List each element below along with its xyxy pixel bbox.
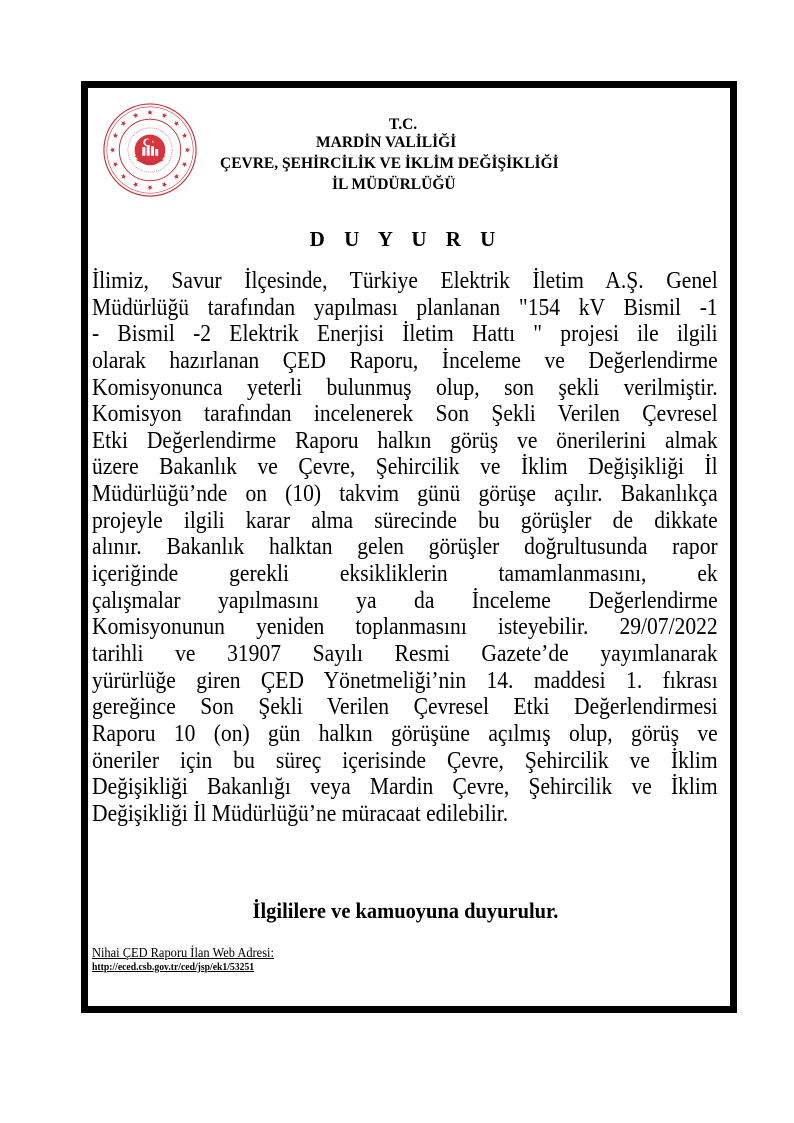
body-line	[92, 375, 718, 402]
closing-statement	[92, 898, 718, 924]
seal-star	[121, 121, 126, 126]
body-line	[92, 534, 718, 561]
body-line	[92, 295, 718, 322]
seal-star	[133, 113, 138, 118]
body-line-text: İlimiz, Savur İlçesinde, Türkiye Elektrik İletim A.Ş. Genel	[92, 268, 718, 294]
body-line-text: Raporu 10 (on) gün halkın görüşüne açılmış olup, görüş ve	[92, 720, 718, 747]
ministry-seal-icon	[102, 102, 198, 198]
body-line-text: Etki Değerlendirme Raporu halkın görüş ve önerilerini almak	[92, 427, 718, 454]
body-line-text: içeriğinde gerekli eksikliklerin tamamlanmasını, ek	[92, 561, 718, 588]
seal-star	[182, 162, 187, 167]
seal-star	[110, 147, 115, 152]
seal-star	[182, 133, 187, 138]
body-line	[92, 694, 718, 721]
seal-star	[113, 133, 118, 138]
body-line-text: üzere Bakanlık ve Çevre, Şehircilik ve İklim Değişikliği İl	[92, 454, 718, 481]
body-line	[92, 641, 718, 668]
header-tc: T.C.	[389, 116, 418, 133]
closing-text: İlgililere ve kamuoyuna duyurulur.	[252, 898, 558, 923]
body-line	[92, 801, 718, 828]
body-line-text: alınır. Bakanlık halktan gelen görüşler doğrultusunda rapor	[92, 534, 718, 561]
body-line	[92, 774, 718, 801]
seal-star	[185, 147, 190, 152]
seal-star	[147, 185, 152, 190]
seal-star	[121, 174, 126, 179]
body-line	[92, 321, 718, 348]
body-line-text: Değişikliği İl Müdürlüğü’ne müracaat edilebilir.	[92, 800, 509, 827]
body-line-text: projeyle ilgili karar alma sürecinde bu görüşler de dikkate	[92, 507, 718, 534]
body-line	[92, 401, 718, 428]
body-line	[92, 748, 718, 775]
body-line-text: gereğince Son Şekli Verilen Çevresel Etki Değerlendirmesi	[92, 694, 718, 721]
body-line-text: çalışmalar yapılmasını ya da İnceleme Değerlendirme	[92, 587, 718, 614]
header-department: ÇEVRE, ŞEHİRCİLİK VE İKLİM DEĞİŞİKLİĞİ	[220, 155, 559, 172]
seal-star	[162, 182, 167, 187]
body-line-text: Değişikliği Bakanlığı veya Mardin Çevre, Şehircilik ve İklim	[92, 774, 718, 801]
body-line	[92, 481, 718, 508]
body-line-text: Komisyonunun yeniden toplanmasını isteyebilir. 29/07/2022	[92, 614, 718, 641]
body-line-text: Müdürlüğü’nde on (10) takvim günü görüşe açılır. Bakanlıkça	[92, 481, 718, 508]
body-line-text: - Bismil -2 Elektrik Enerjisi İletim Hattı " projesi ile ilgili	[92, 321, 718, 348]
body-line	[92, 614, 718, 641]
header-directorate: İL MÜDÜRLÜĞÜ	[332, 176, 456, 193]
seal-star	[113, 162, 118, 167]
body-line	[92, 721, 718, 748]
body-line-text: yürürlüğe giren ÇED Yönetmeliği’nin 14. maddesi 1. fıkrası	[92, 667, 718, 694]
body-line-text: Komisyon tarafından incelenerek Son Şekli Verilen Çevresel	[92, 401, 718, 428]
seal-star	[174, 121, 179, 126]
page-title: D U Y U R U	[309, 227, 503, 251]
seal-star	[174, 174, 179, 179]
body-line	[92, 348, 718, 375]
announcement-body	[92, 268, 718, 827]
body-line	[92, 268, 718, 295]
body-line	[92, 454, 718, 481]
body-line-text: öneriler için bu süreç içerisinde Çevre, Şehircilik ve İklim	[92, 747, 718, 774]
body-line	[92, 428, 718, 455]
seal-star	[147, 110, 152, 115]
body-line	[92, 561, 718, 588]
seal-star	[133, 182, 138, 187]
header-governorship: MARDİN VALİLİĞİ	[316, 134, 457, 151]
body-line-text: Komisyonunca yeterli bulunmuş olup, son şekli verilmiştir.	[92, 374, 718, 401]
web-address-label: Nihai ÇED Raporu İlan Web Adresi:	[92, 945, 274, 960]
seal-star	[162, 113, 167, 118]
body-line	[92, 668, 718, 695]
body-line-text: tarihli ve 31907 Sayılı Resmi Gazete’de yayımlanarak	[92, 640, 718, 667]
web-address-link[interactable]: http://eced.csb.gov.tr/ced/jsp/ek1/53251	[92, 961, 255, 973]
body-line-text: Müdürlüğü tarafından yapılması planlanan "154 kV Bismil -1	[92, 294, 718, 321]
body-line	[92, 588, 718, 615]
body-line	[92, 508, 718, 535]
body-line-text: olarak hazırlanan ÇED Raporu, İnceleme ve Değerlendirme	[92, 347, 718, 374]
